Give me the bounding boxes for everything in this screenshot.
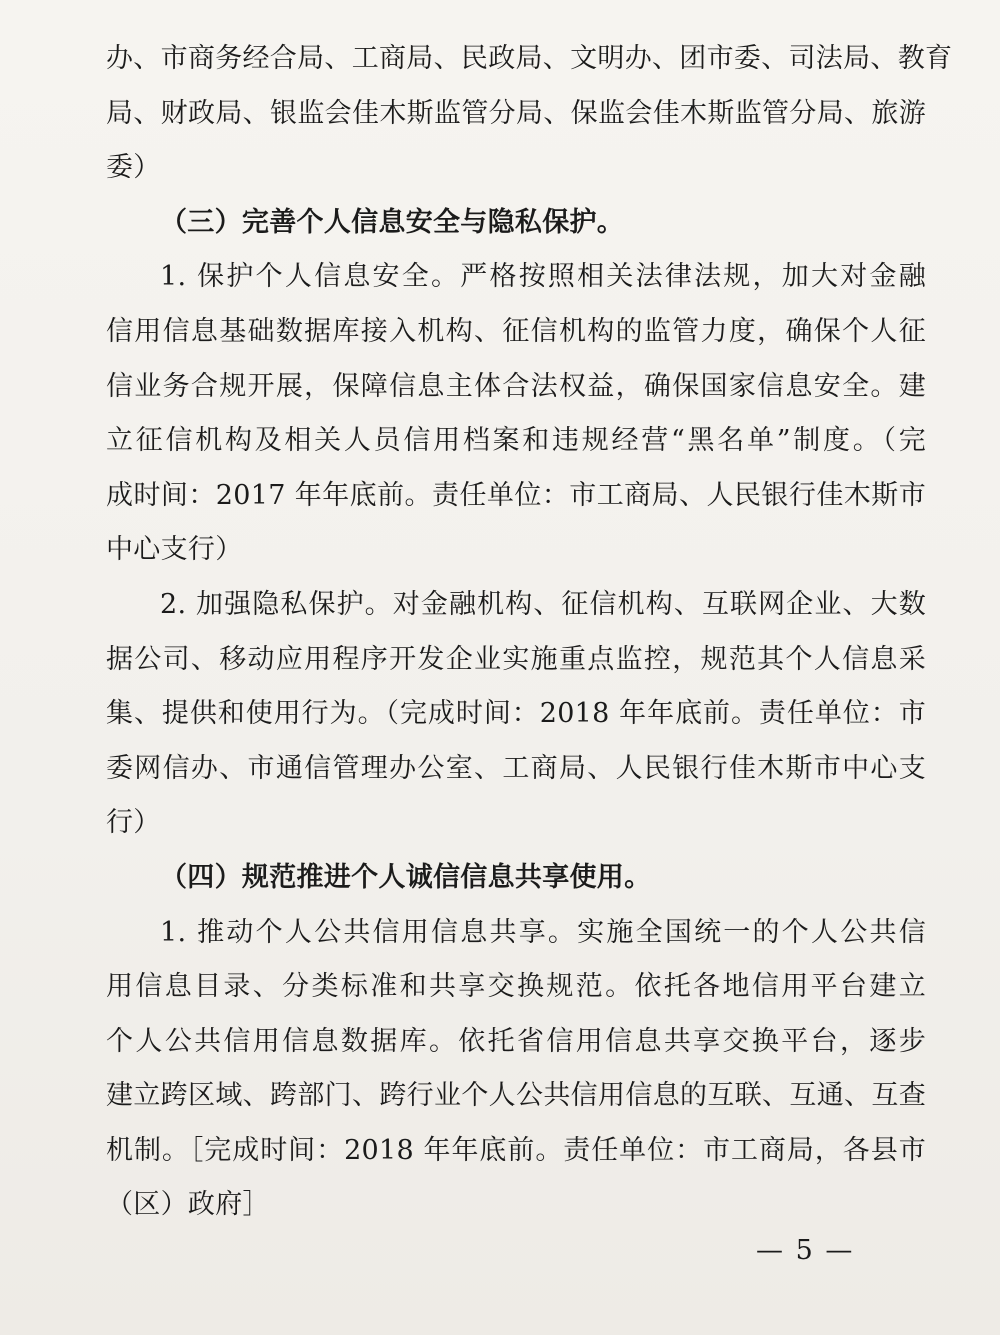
text-line: 用信息目录、分类标准和共享交换规范。依托各地信用平台建立 — [106, 971, 926, 1003]
text-line: （区）政府］ — [106, 1189, 270, 1221]
paragraph-line: 1. 推动个人公共信用信息共享。实施全国统一的个人公共信 — [160, 916, 926, 948]
text-line: 信业务合规开展，保障信息主体合法权益，确保国家信息安全。建 — [106, 370, 926, 402]
text-line: 中心支行） — [106, 534, 243, 566]
text-line: 成时间：2017 年年底前。责任单位：市工商局、人民银行佳木斯市 — [106, 479, 926, 511]
text-line: 办、市商务经合局、工商局、民政局、文明办、团市委、司法局、教育 — [106, 43, 953, 74]
page-number: — 5 — — [756, 1235, 855, 1266]
text-line: 机制。［完成时间：2018 年年底前。责任单位：市工商局，各县市 — [106, 1134, 926, 1166]
text-line: 建立跨区域、跨部门、跨行业个人公共信用信息的互联、互通、互查 — [106, 1080, 926, 1112]
text-line: 据公司、移动应用程序开发企业实施重点监控，规范其个人信息采 — [106, 643, 926, 675]
paragraph-line: 1. 保护个人信息安全。严格按照相关法律法规，加大对金融 — [160, 261, 926, 293]
text-line: 委网信办、市通信管理办公室、工商局、人民银行佳木斯市中心支 — [106, 752, 926, 784]
text-line: 立征信机构及相关人员信用档案和违规经营“黑名单”制度。（完 — [106, 425, 926, 457]
text-line: 委） — [106, 152, 161, 184]
section-heading: （四）规范推进个人诚信信息共享使用。 — [160, 861, 652, 893]
text-line: 局、财政局、银监会佳木斯监管分局、保监会佳木斯监管分局、旅游 — [106, 97, 926, 129]
paragraph-line: 2. 加强隐私保护。对金融机构、征信机构、互联网企业、大数 — [160, 588, 926, 620]
text-line: 行） — [106, 807, 161, 839]
text-line: 集、提供和使用行为。（完成时间：2018 年年底前。责任单位：市 — [106, 698, 926, 730]
text-line: 信用信息基础数据库接入机构、征信机构的监管力度，确保个人征 — [106, 315, 926, 347]
document-body — [106, 32, 953, 1233]
section-heading: （三）完善个人信息安全与隐私保护。 — [160, 206, 625, 238]
text-line: 个人公共信用信息数据库。依托省信用信息共享交换平台，逐步 — [106, 1025, 926, 1057]
